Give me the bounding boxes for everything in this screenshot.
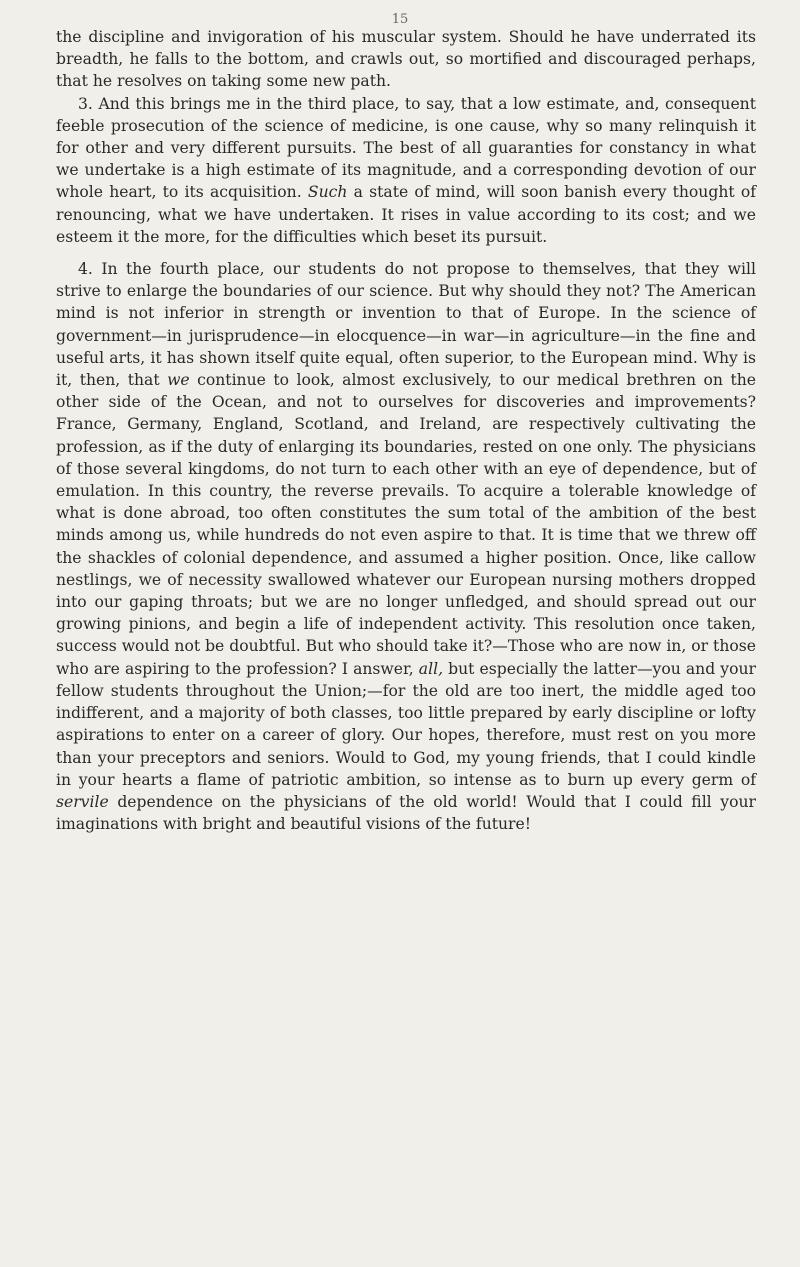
body-text bbox=[56, 26, 756, 835]
emphasis-we: we bbox=[167, 371, 190, 390]
paragraph-continuation: the discipline and invigoration of his muscular system. Should he have underrated its breadth, he falls to the bottom, and crawls out, so mortified and discouraged perhaps, that he resolves on taking some new path. bbox=[56, 28, 756, 91]
paragraph-4-text-c: but especially the latter—you and your fellow students throughout the Union;—for the old are too inert, the middle aged too indifferent, and a majority of both classes, too little prepared by early discipline or lofty aspirations to enter on a career of glory. Our hopes, therefore, must rest on you more than your preceptors and seniors. Would to God, my young friends, that I could kindle in your hearts a flame of patriotic ambition, so intense as to burn up every germ of bbox=[56, 659, 756, 789]
paragraph-4-text-d: dependence on the physicians of the old world! Would that I could fill your imaginations with bright and beautiful visions of the future! bbox=[56, 792, 756, 834]
paragraph-3-text-a: 3. And this brings me in the third place, to say, that a low estimate, and, consequent feeble prosecution of the science of medicine, is one cause, why so many relinquish it for other and very different pursuits. The best of all guaranties for constancy in what we undertake is a high estimate of its magnitude, and a corresponding devotion of our whole heart, to its acquisition. bbox=[56, 94, 756, 202]
paragraph-3-text-b: a state of mind, will soon banish every thought of renouncing, what we have undertaken. It rises in value according to its cost; and we esteem it the more, for the difficulties which beset its pursuit. bbox=[56, 183, 756, 246]
page-number: 15 bbox=[391, 12, 409, 27]
emphasis-all: all, bbox=[418, 659, 444, 678]
paragraph-4-text-b: continue to look, almost exclusively, to our medical brethren on the other side of the Ocean, and not to ourselves for discoveries and improvements? France, Germany, England, Scotland, and Ireland, are respectively cultivating the profession, as if the duty of enlarging its boundaries, rested on one only. The physicians of those several kingdoms, do not turn to each other with an eye of dependence, but of emulation. In this country, the reverse prevails. To acquire a tolerable knowledge of what is done abroad, too often constitutes the sum total of the ambition of the best minds among us, while hundreds do not even aspire to that. It is time that we threw off the shackles of colonial dependence, and assumed a higher position. Once, like callow nestlings, we of necessity swallowed whatever our European nursing mothers dropped into our gaping throats; but we are no longer unfledged, and should spread out our growing pinions, and begin a life of independent activity. This resolution once taken, success would not be doubtful. But who should take it?—Those who are now in, or those who are aspiring to the profession? I answer, bbox=[56, 371, 756, 678]
paragraph-4-text-a: 4. In the fourth place, our students do not propose to themselves, that they will strive to enlarge the boundaries of our science. But why should they not? The American mind is not inferior in strength or invention to that of Europe. In the science of government—in jurisprudence—in elocquence—in war—in agriculture—in the fine and useful arts, it has shown itself quite equal, often superior, to the European mind. Why is it, then, that bbox=[56, 260, 756, 390]
paragraph-fourth-place bbox=[56, 258, 756, 835]
emphasis-such: Such bbox=[307, 183, 348, 202]
paragraph-third-place bbox=[56, 93, 756, 248]
emphasis-servile: servile bbox=[56, 792, 109, 811]
